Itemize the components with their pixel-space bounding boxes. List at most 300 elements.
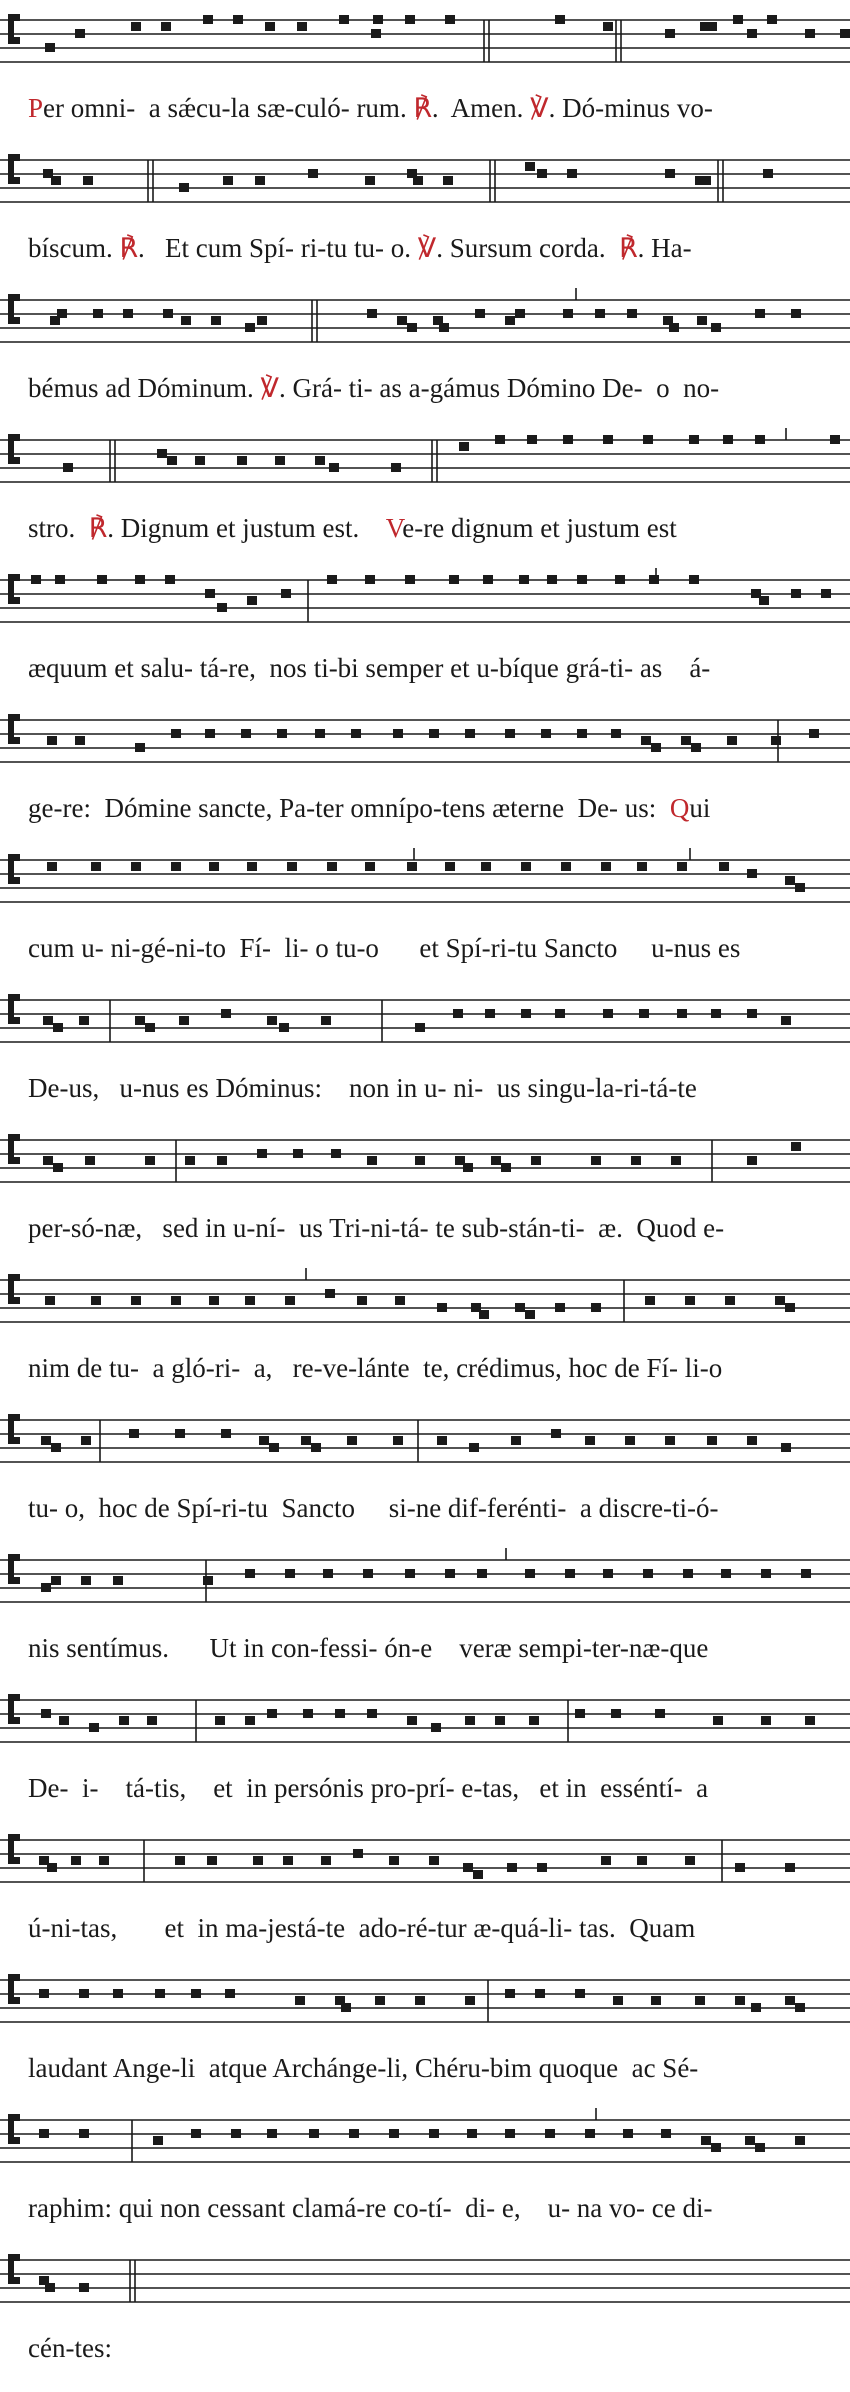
lyric-text: . Sursum corda.	[436, 233, 620, 263]
neume	[407, 1716, 417, 1725]
lyric-text: . Ha-	[637, 233, 692, 263]
neume	[415, 1023, 425, 1032]
chant-system	[0, 1826, 850, 1954]
neume	[175, 1856, 185, 1865]
neume	[785, 1996, 795, 2005]
neume	[191, 2129, 201, 2138]
neume	[357, 1296, 367, 1305]
lyric-line	[28, 230, 844, 266]
neume	[367, 1156, 377, 1165]
neume	[71, 1856, 81, 1865]
neume	[85, 1156, 95, 1165]
neume	[491, 1156, 501, 1165]
neume	[641, 736, 651, 745]
neume	[217, 1156, 227, 1165]
neume	[541, 729, 551, 738]
neume	[39, 2129, 49, 2138]
neume	[613, 1996, 623, 2005]
staff	[0, 566, 850, 636]
neume	[481, 862, 491, 871]
neume	[155, 1989, 165, 1998]
neume	[277, 729, 287, 738]
neume	[185, 1156, 195, 1165]
neume	[707, 22, 717, 31]
neume	[791, 1142, 801, 1151]
neume	[755, 309, 765, 318]
neume	[465, 1996, 475, 2005]
neume	[747, 1156, 757, 1165]
neume	[567, 169, 577, 178]
neume	[555, 1303, 565, 1312]
neume	[231, 2129, 241, 2138]
lyric-line	[28, 650, 844, 686]
neume	[601, 862, 611, 871]
lyric-text: nim de tu- a gló-ri- a, re-ve-lánte te, crédimus, hoc de Fí- li-o	[28, 1353, 723, 1383]
neume	[701, 2136, 711, 2145]
neume	[327, 575, 337, 584]
neume	[623, 2129, 633, 2138]
neume	[547, 575, 557, 584]
neume	[91, 862, 101, 871]
neume	[315, 456, 325, 465]
neume	[79, 2283, 89, 2292]
chant-system	[0, 6, 850, 134]
neume	[761, 1716, 771, 1725]
neume	[685, 1296, 695, 1305]
neume	[603, 1569, 613, 1578]
neume	[89, 1723, 99, 1732]
neume	[697, 316, 707, 325]
neume	[215, 1716, 225, 1725]
neume	[375, 1996, 385, 2005]
neume	[53, 1023, 63, 1032]
neume	[565, 1569, 575, 1578]
neume	[335, 1709, 345, 1718]
neume	[165, 575, 175, 584]
rubric-mark: ℟	[413, 93, 432, 123]
neume	[475, 309, 485, 318]
staff	[0, 706, 850, 776]
neume	[45, 1296, 55, 1305]
neume	[81, 1436, 91, 1445]
neume	[603, 435, 613, 444]
c-clef-icon	[8, 854, 20, 884]
neume	[701, 176, 711, 185]
neume	[217, 603, 227, 612]
neume	[711, 2143, 721, 2152]
neume	[91, 1296, 101, 1305]
neume	[311, 1443, 321, 1452]
lyric-line	[28, 90, 844, 126]
neume	[643, 435, 653, 444]
neume	[603, 1009, 613, 1018]
neume	[279, 1023, 289, 1032]
neume	[41, 1583, 51, 1592]
neume	[795, 883, 805, 892]
neume	[323, 1569, 333, 1578]
neume	[615, 575, 625, 584]
chant-system	[0, 846, 850, 974]
lyric-line	[28, 1210, 844, 1246]
c-clef-icon	[8, 1554, 20, 1584]
staff	[0, 426, 850, 496]
neume	[563, 309, 573, 318]
neume	[649, 575, 659, 584]
neume	[113, 1576, 123, 1585]
neume	[465, 729, 475, 738]
neume	[437, 1303, 447, 1312]
staff	[0, 146, 850, 216]
lyric-line	[28, 2330, 844, 2366]
neume	[805, 1716, 815, 1725]
neume	[205, 729, 215, 738]
neume	[795, 2136, 805, 2145]
neume	[747, 1009, 757, 1018]
neume	[415, 1996, 425, 2005]
neume	[295, 1996, 305, 2005]
neume	[365, 862, 375, 871]
c-clef-icon	[8, 1834, 20, 1864]
staff	[0, 1966, 850, 2036]
rubric-mark: P	[28, 93, 44, 123]
neume	[259, 1436, 269, 1445]
neume	[195, 456, 205, 465]
neume	[367, 1709, 377, 1718]
neume	[309, 2129, 319, 2138]
lyric-line	[28, 1070, 844, 1106]
neume	[393, 1436, 403, 1445]
neume	[429, 2129, 439, 2138]
neume	[53, 1163, 63, 1172]
neume	[97, 575, 107, 584]
neume	[267, 1709, 277, 1718]
lyric-text: cum u- ni-gé-ni-to Fí- li- o tu-o et Spí-ri-tu Sancto u-nus es	[28, 933, 741, 963]
neume	[669, 323, 679, 332]
neume	[123, 309, 133, 318]
neume	[339, 15, 349, 24]
chant-system	[0, 1966, 850, 2094]
neume	[275, 456, 285, 465]
neume	[445, 862, 455, 871]
neume	[389, 1856, 399, 1865]
neume	[603, 22, 613, 31]
neume	[129, 1429, 139, 1438]
neume	[781, 1443, 791, 1452]
neume	[459, 442, 469, 451]
neume	[585, 1436, 595, 1445]
neume	[505, 1989, 515, 1998]
neume	[745, 2136, 755, 2145]
neume	[429, 1856, 439, 1865]
neume	[269, 1443, 279, 1452]
neume	[639, 1009, 649, 1018]
staff	[0, 1686, 850, 1756]
neume	[469, 1443, 479, 1452]
chant-system	[0, 146, 850, 274]
neume	[349, 2129, 359, 2138]
neume	[809, 729, 819, 738]
neume	[437, 1436, 447, 1445]
neume	[601, 1856, 611, 1865]
neume	[75, 736, 85, 745]
neume	[321, 1016, 331, 1025]
neume	[367, 309, 377, 318]
neume	[83, 176, 93, 185]
neume	[171, 1296, 181, 1305]
neume	[681, 736, 691, 745]
neume	[157, 449, 167, 458]
neume	[45, 43, 55, 52]
staff	[0, 1406, 850, 1476]
staff	[0, 1826, 850, 1896]
neume	[671, 1156, 681, 1165]
lyric-text: ge-re: Dómine sancte, Pa-ter omnípo-tens æterne De- us:	[28, 793, 670, 823]
chant-system	[0, 1406, 850, 1534]
neume	[55, 575, 65, 584]
neume	[221, 1429, 231, 1438]
neume	[297, 22, 307, 31]
neume	[315, 729, 325, 738]
neume	[301, 1436, 311, 1445]
neume	[449, 575, 459, 584]
c-clef-icon	[8, 2254, 20, 2284]
neume	[577, 729, 587, 738]
c-clef-icon	[8, 154, 20, 184]
neume	[393, 729, 403, 738]
neume	[308, 169, 318, 178]
neume	[167, 456, 177, 465]
neume	[785, 1303, 795, 1312]
neume	[535, 1989, 545, 1998]
lyric-text: stro.	[28, 513, 89, 543]
neume	[285, 1296, 295, 1305]
neume	[175, 1429, 185, 1438]
staff	[0, 2246, 850, 2316]
neume	[407, 862, 417, 871]
neume	[791, 309, 801, 318]
neume	[689, 575, 699, 584]
lyric-line	[28, 1770, 844, 1806]
neume	[41, 1436, 51, 1445]
neume	[207, 1856, 217, 1865]
c-clef-icon	[8, 1414, 20, 1444]
neume	[473, 1870, 483, 1879]
neume	[391, 463, 401, 472]
neume	[131, 862, 141, 871]
neume	[267, 2129, 277, 2138]
neume	[119, 1716, 129, 1725]
neume	[365, 575, 375, 584]
neume	[463, 1863, 473, 1872]
neume	[225, 1989, 235, 1998]
neume	[405, 15, 415, 24]
neume	[723, 435, 733, 444]
neume	[31, 575, 41, 584]
neume	[81, 1576, 91, 1585]
neume	[373, 15, 383, 24]
neume	[555, 1009, 565, 1018]
neume	[267, 1016, 277, 1025]
neume	[51, 176, 61, 185]
neume	[245, 1296, 255, 1305]
neume	[719, 862, 729, 871]
neume	[79, 1016, 89, 1025]
neume	[785, 1863, 795, 1872]
neume	[805, 29, 815, 38]
neume	[45, 2283, 55, 2292]
neume	[41, 1709, 51, 1718]
neume	[371, 29, 381, 38]
neume	[591, 1303, 601, 1312]
neume	[209, 862, 219, 871]
neume	[711, 323, 721, 332]
neume	[771, 736, 781, 745]
c-clef-icon	[8, 14, 20, 44]
neume	[47, 862, 57, 871]
neume	[485, 1009, 495, 1018]
lyric-text: cén-tes:	[28, 2333, 112, 2363]
neume	[405, 575, 415, 584]
lyric-line	[28, 1630, 844, 1666]
lyric-text: bíscum.	[28, 233, 120, 263]
neume	[521, 1009, 531, 1018]
neume	[351, 729, 361, 738]
neume	[527, 435, 537, 444]
neume	[63, 463, 73, 472]
c-clef-icon	[8, 1974, 20, 2004]
lyric-text: . Et cum Spí- ri-tu tu- o.	[137, 233, 418, 263]
neume	[145, 1156, 155, 1165]
neume	[405, 1569, 415, 1578]
chant-system	[0, 426, 850, 554]
neume	[747, 869, 757, 878]
neume	[39, 1989, 49, 1998]
neume	[415, 1156, 425, 1165]
lyric-text: e-re dignum et justum est	[402, 513, 677, 543]
neume	[247, 862, 257, 871]
neume	[283, 1856, 293, 1865]
neume	[505, 2129, 515, 2138]
neume	[511, 1436, 521, 1445]
neume	[525, 162, 535, 171]
c-clef-icon	[8, 434, 20, 464]
neume	[365, 176, 375, 185]
neume	[131, 22, 141, 31]
neume	[171, 862, 181, 871]
neume	[677, 862, 687, 871]
neume	[821, 589, 831, 598]
c-clef-icon	[8, 994, 20, 1024]
neume	[665, 29, 675, 38]
neume	[59, 1716, 69, 1725]
neume	[75, 29, 85, 38]
neume	[203, 1576, 213, 1585]
neume	[331, 1149, 341, 1158]
rubric-mark: ℟	[119, 233, 138, 263]
neume	[727, 736, 737, 745]
neume	[43, 1156, 53, 1165]
c-clef-icon	[8, 294, 20, 324]
neume	[341, 2003, 351, 2012]
neume	[661, 2129, 671, 2138]
lyric-line	[28, 1490, 844, 1526]
neume	[691, 743, 701, 752]
neume	[431, 1723, 441, 1732]
neume	[551, 1429, 561, 1438]
neume	[47, 1863, 57, 1872]
neume	[707, 1436, 717, 1445]
neume	[51, 1443, 61, 1452]
neume	[713, 1716, 723, 1725]
neume	[245, 323, 255, 332]
chant-system	[0, 1266, 850, 1394]
lyric-line	[28, 790, 844, 826]
neume	[505, 316, 515, 325]
neume	[791, 589, 801, 598]
neume	[529, 1716, 539, 1725]
neume	[515, 309, 525, 318]
neume	[245, 1569, 255, 1578]
neume	[93, 309, 103, 318]
neume	[113, 1989, 123, 1998]
neume	[689, 435, 699, 444]
neume	[363, 1569, 373, 1578]
lyric-text: . Dó-minus vo-	[548, 93, 713, 123]
neume	[221, 1009, 231, 1018]
neume	[79, 1989, 89, 1998]
neume	[255, 176, 265, 185]
lyric-text: raphim: qui non cessant clamá-re co-tí- di- e, u- na vo- ce di-	[28, 2193, 713, 2223]
lyric-text: er omni- a sǽcu-la sæ-culó- rum.	[43, 93, 414, 123]
neume	[631, 1156, 641, 1165]
neume	[643, 1569, 653, 1578]
neume	[627, 309, 637, 318]
neume	[733, 15, 743, 24]
neume	[655, 1709, 665, 1718]
chant-system	[0, 286, 850, 414]
neume	[685, 1856, 695, 1865]
neume	[695, 1996, 705, 2005]
neume	[241, 729, 251, 738]
chant-system	[0, 2246, 850, 2374]
neume	[439, 323, 449, 332]
neume	[525, 1569, 535, 1578]
neume	[285, 1569, 295, 1578]
lyric-text: nis sentímus. Ut in con-fessi- ón-e veræ sempi-ter-næ-que	[28, 1633, 709, 1663]
neume	[413, 176, 423, 185]
lyric-text: ú-ni-tas, et in ma-jestá-te ado-ré-tur æ-quá-li- tas. Quam	[28, 1913, 696, 1943]
neume	[223, 176, 233, 185]
neume	[203, 15, 213, 24]
rubric-mark: V	[385, 513, 403, 543]
lyric-line	[28, 370, 844, 406]
neume	[781, 1016, 791, 1025]
staff	[0, 6, 850, 76]
lyric-text: tu- o, hoc de Spí-ri-tu Sancto si-ne dif-ferénti- a discre-ti-ó-	[28, 1493, 719, 1523]
neume	[840, 29, 850, 38]
lyric-line	[28, 1910, 844, 1946]
neume	[711, 1009, 721, 1018]
neume	[253, 1856, 263, 1865]
lyric-line	[28, 2050, 844, 2086]
neume	[281, 589, 291, 598]
neume	[575, 1709, 585, 1718]
neume	[353, 1849, 363, 1858]
neume	[751, 2003, 761, 2012]
neume	[465, 1716, 475, 1725]
neume	[179, 1016, 189, 1025]
neume	[265, 22, 275, 31]
